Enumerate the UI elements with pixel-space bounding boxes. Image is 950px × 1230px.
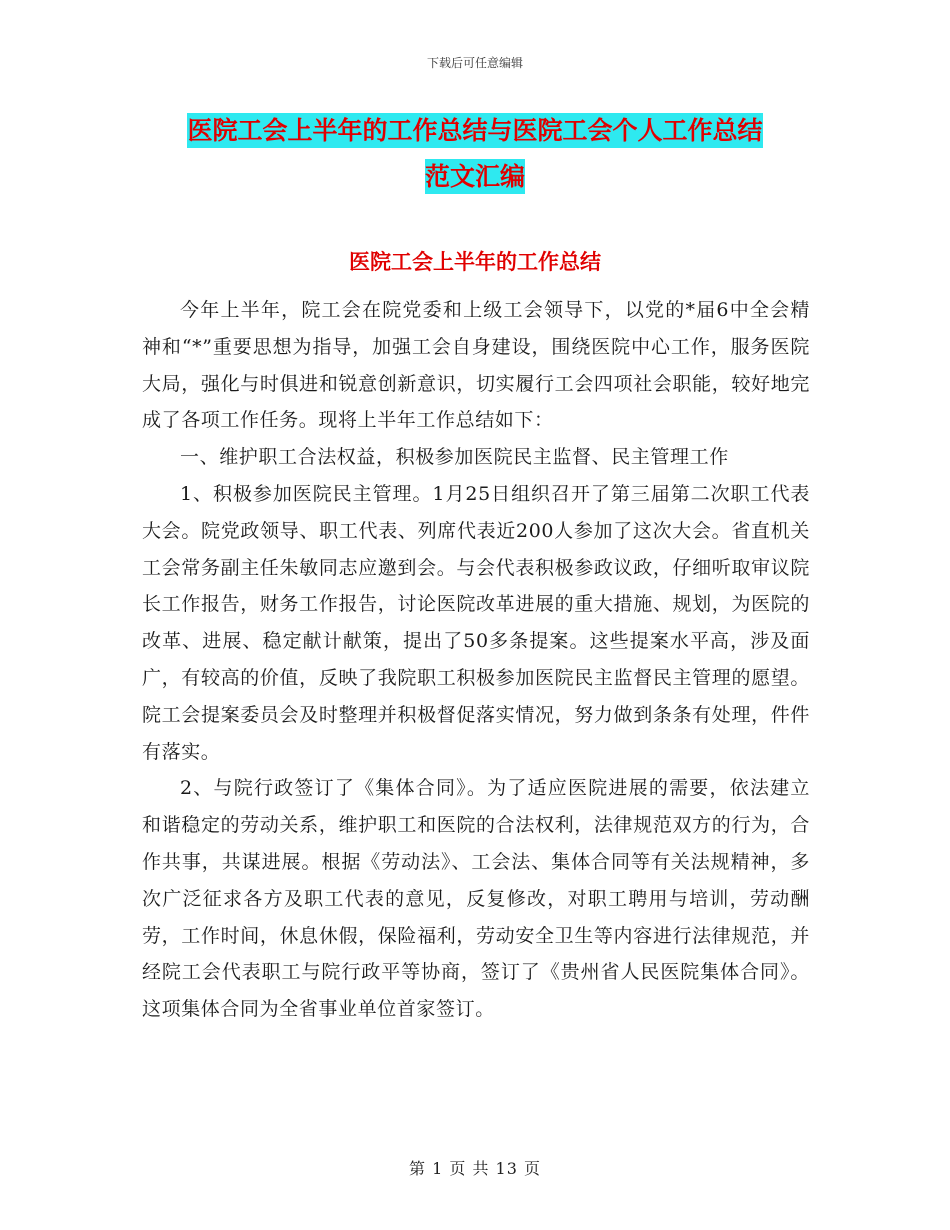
document-title-line2: 范文汇编 [425, 159, 525, 194]
paragraph-heading-1: 一、维护职工合法权益，积极参加医院民主监督、民主管理工作 [180, 446, 729, 469]
page-number: 第 1 页 共 13 页 [409, 1159, 541, 1178]
document-title [140, 108, 810, 200]
body-text [142, 292, 810, 1028]
paragraph-intro: 今年上半年，院工会在院党委和上级工会领导下，以党的*届6中全会精神和“*”重要思想为指导，加强工会自身建设，围绕医院中心工作，服务医院大局，强化与时俱进和锐意创新意识，切实履行工会四项社会职能，较好地完成了各项工作任务。现将上半年工作总结如下： [142, 299, 810, 432]
paragraph-item-2: 2、与院行政签订了《集体合同》。为了适应医院进展的需要，依法建立和谐稳定的劳动关系，维护职工和医院的合法权利，法律规范双方的行为，合作共事，共谋进展。根据《劳动法》、工会法、集体合同等有关法规精神，多次广泛征求各方及职工代表的意见，反复修改，对职工聘用与培训，劳动酬劳，工作时间，休息休假，保险福利，劳动安全卫生等内容进行法律规范，并经院工会代表职工与院行政平等协商，签订了《贵州省人民医院集体合同》。这项集体合同为全省事业单位首家签订。 [142, 777, 810, 1021]
page-header-note: 下载后可任意编辑 [426, 56, 523, 70]
paragraph-item-1: 1、积极参加医院民主管理。1月25日组织召开了第三届第二次职工代表大会。院党政领导、职工代表、列席代表近200人参加了这次大会。省直机关工会常务副主任朱敏同志应邀到会。与会代表积极参政议政，仔细听取审议院长工作报告，财务工作报告，讨论医院改革进展的重大措施、规划，为医院的改革、进展、稳定献计献策，提出了50多条提案。这些提案水平高，涉及面广，有较高的价值，反映了我院职工积极参加医院民主监督民主管理的愿望。院工会提案委员会及时整理并积极督促落实情况，努力做到条条有处理，件件有落实。 [142, 482, 810, 763]
section-title: 医院工会上半年的工作总结 [349, 250, 601, 274]
document-title-line1: 医院工会上半年的工作总结与医院工会个人工作总结 [187, 113, 762, 148]
